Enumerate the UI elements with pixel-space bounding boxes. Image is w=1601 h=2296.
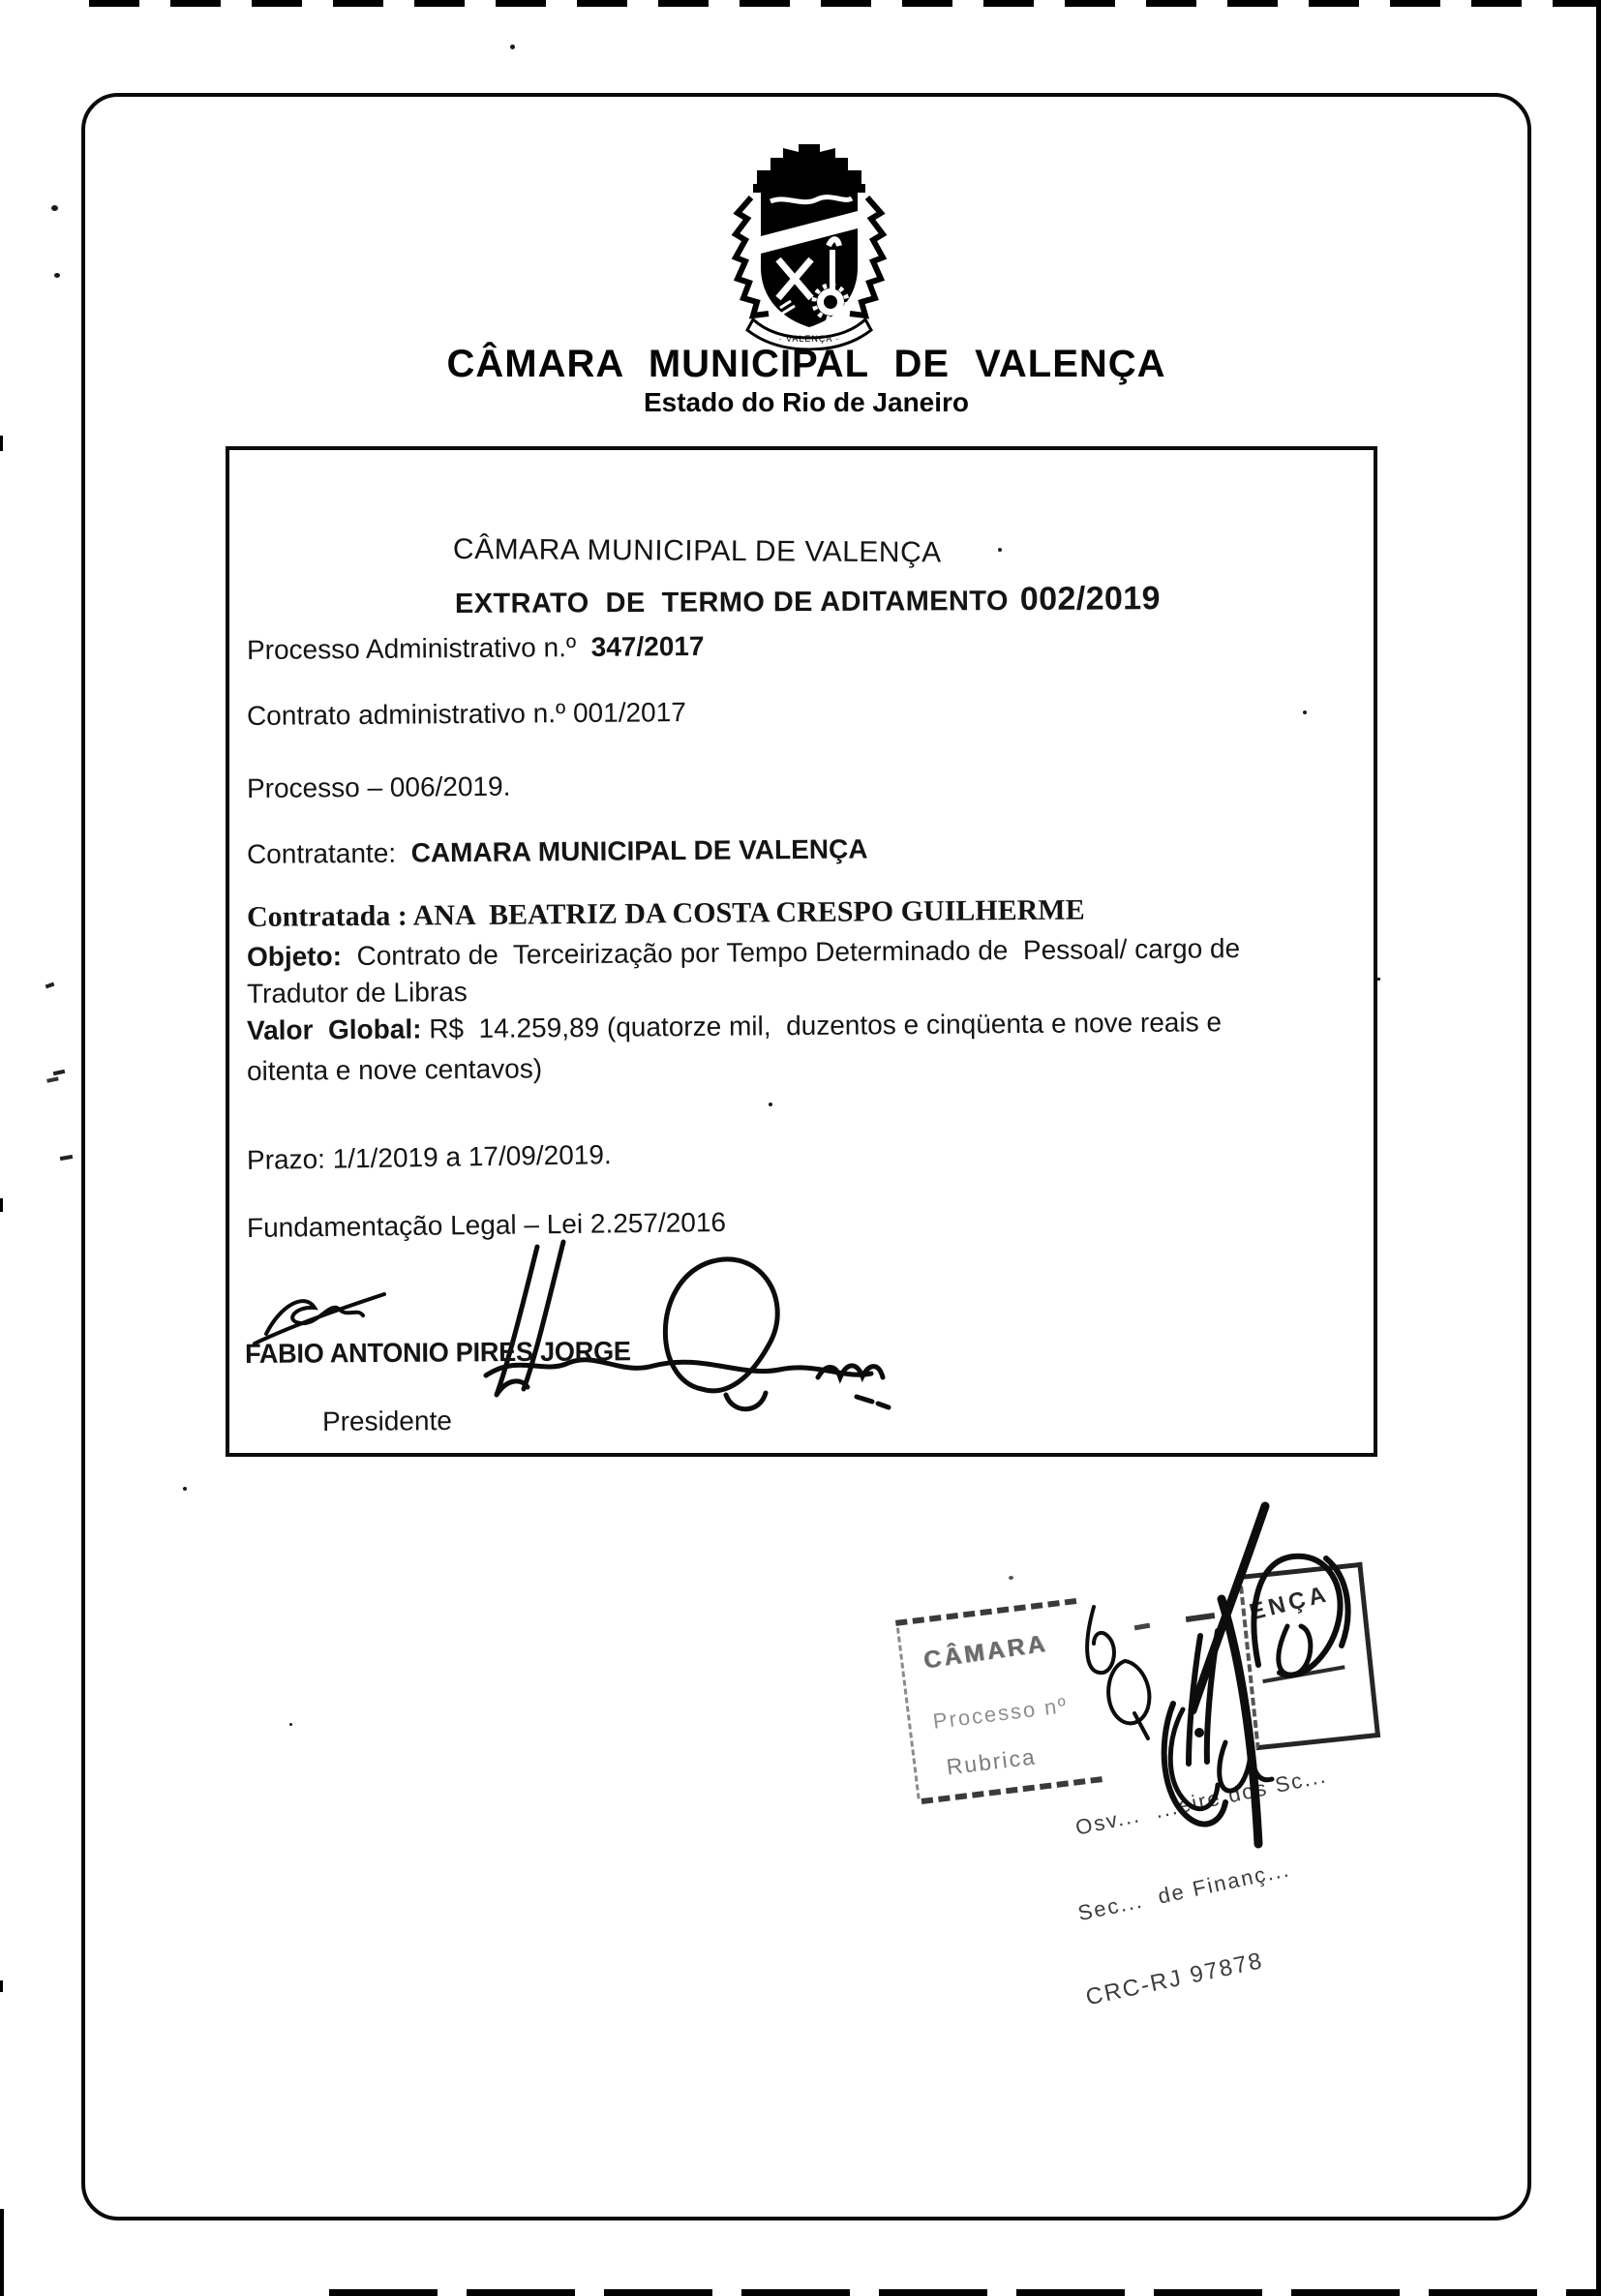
scan-speck bbox=[60, 1155, 73, 1161]
scan-mark bbox=[0, 1980, 3, 1992]
stamp-line: Rubrica bbox=[945, 1743, 1039, 1780]
stamp-line: CÂMARA bbox=[921, 1629, 1050, 1675]
coat-of-arms bbox=[728, 141, 891, 350]
scan-mark bbox=[0, 1198, 3, 1212]
scan-speck bbox=[45, 982, 55, 989]
doc-prazo-line: Prazo: 1/1/2019 a 17/09/2019. bbox=[246, 1139, 612, 1175]
emblem-banner-text: · VALENÇA · bbox=[778, 334, 840, 344]
valor-label: Valor Global: bbox=[246, 1013, 422, 1045]
doc-signer-name: FABIO ANTONIO PIRES JORGE bbox=[244, 1336, 631, 1369]
objeto-text: Contrato de Terceirização por Tempo Determinado de Pessoal/ cargo de bbox=[341, 933, 1241, 972]
stamp-header-fragment: ENÇA bbox=[1247, 1581, 1333, 1626]
doc-valor-line1 bbox=[247, 1006, 1222, 1047]
document-box bbox=[226, 446, 1377, 1457]
doc-title-text: EXTRATO DE TERMO DE ADITAMENTO bbox=[454, 586, 1009, 619]
processo-adm-value: 347/2017 bbox=[590, 630, 705, 662]
doc-contratante-line bbox=[247, 832, 868, 871]
valor-text: R$ 14.259,89 (quatorze mil, duzentos e cinqüenta e nove reais e bbox=[421, 1007, 1223, 1044]
contratante-value: CAMARA MUNICIPAL DE VALENÇA bbox=[410, 833, 868, 868]
scan-speck bbox=[53, 1070, 66, 1075]
scan-speck bbox=[54, 273, 60, 278]
scan-artifact-right-edge bbox=[1596, 0, 1601, 2296]
letterhead-subtitle: Estado do Rio de Janeiro bbox=[643, 387, 970, 417]
doc-signer-title: Presidente bbox=[321, 1405, 452, 1436]
doc-objeto-line1 bbox=[247, 932, 1240, 974]
doc-contrato-line: Contrato administrativo n.º 001/2017 bbox=[246, 697, 686, 731]
doc-processo-line: Processo – 006/2019. bbox=[246, 770, 511, 803]
doc-valor-line2: oitenta e nove centavos) bbox=[246, 1053, 543, 1086]
doc-title-line bbox=[455, 582, 1161, 620]
stamp-sig-line: Sec... de Finanç... bbox=[1075, 1857, 1293, 1926]
stamp-sig-line: CRC-RJ 97878 bbox=[1083, 1948, 1266, 2011]
contratada-label: Contratada : bbox=[246, 899, 413, 933]
contratante-label: Contratante: bbox=[246, 837, 411, 869]
doc-fundamentacao-line: Fundamentação Legal – Lei 2.257/2016 bbox=[246, 1206, 727, 1243]
letterhead-title: CÂMARA MUNICIPAL DE VALENÇA bbox=[446, 343, 1166, 385]
scan-speck bbox=[510, 45, 515, 49]
doc-objeto-line2: Tradutor de Libras bbox=[246, 977, 468, 1009]
doc-title-number: 002/2019 bbox=[1019, 580, 1161, 618]
scan-artifact-bottom-edge bbox=[329, 2289, 1601, 2296]
scan-speck bbox=[51, 205, 58, 211]
scan-artifact-top-edge bbox=[89, 0, 1601, 7]
president-signature bbox=[237, 1232, 953, 1426]
stamp-signature-scrawl bbox=[1016, 1447, 1442, 1873]
objeto-label: Objeto: bbox=[246, 941, 343, 972]
scan-artifact-corner bbox=[0, 2209, 4, 2296]
stamp-sig-line: Osv... ...eire dos Sc... bbox=[1072, 1763, 1330, 1840]
contratada-value: ANA BEATRIZ DA COSTA CRESPO GUILHERME bbox=[412, 893, 1085, 932]
doc-processo-administrativo bbox=[247, 630, 705, 667]
scan-mark bbox=[0, 436, 3, 451]
doc-contratada-line bbox=[247, 893, 1085, 934]
stamp-line: Processo nº bbox=[931, 1692, 1070, 1734]
doc-org-line: CÂMARA MUNICIPAL DE VALENÇA bbox=[452, 533, 942, 569]
processo-adm-label: Processo Administrativo n.º bbox=[246, 631, 591, 665]
